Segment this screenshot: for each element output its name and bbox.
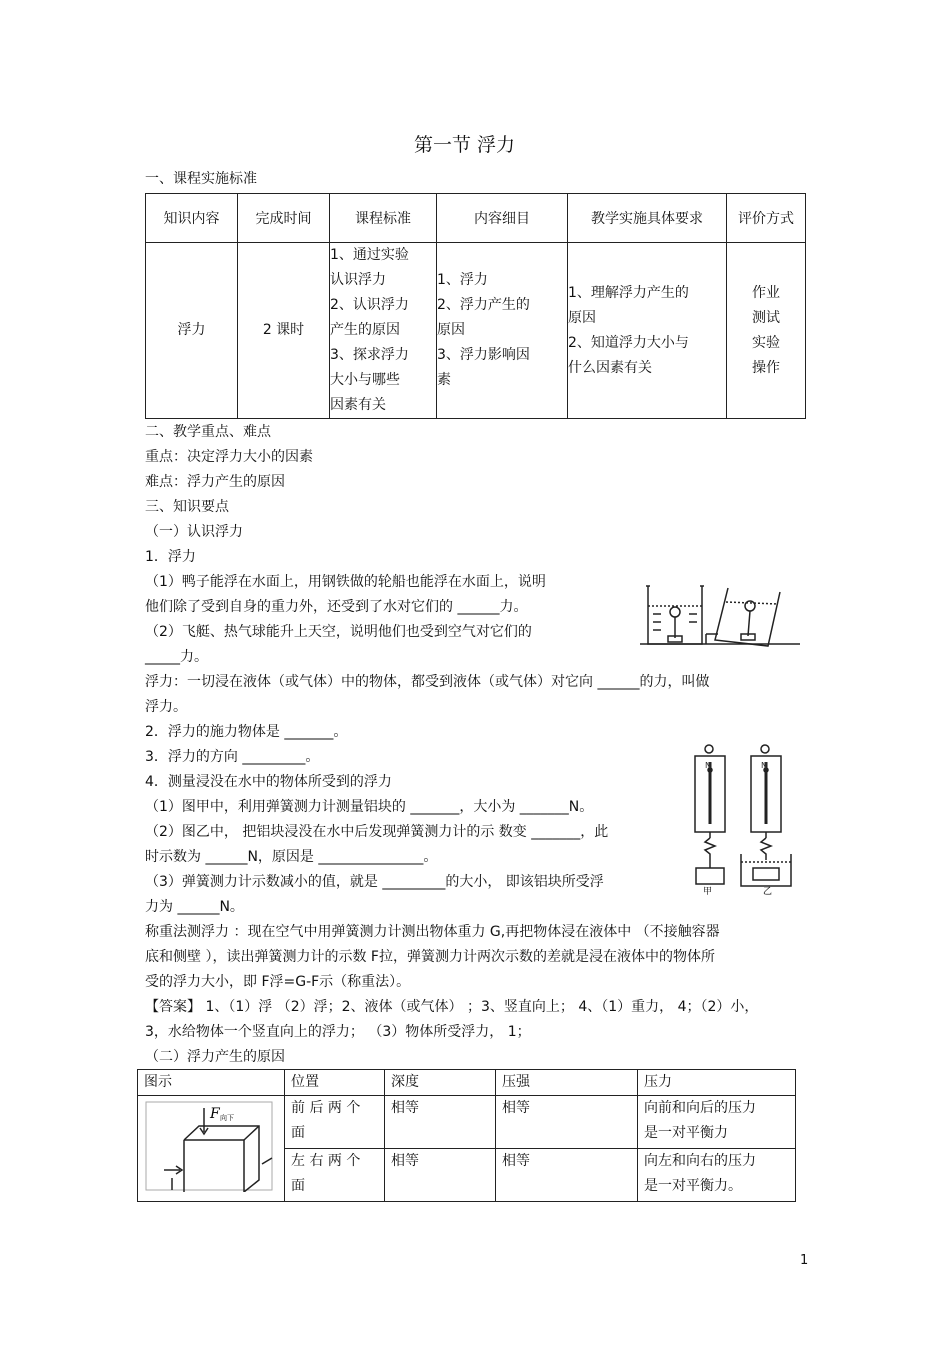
question-4-2-line1: （2）图乙中， 把铝块浸没在水中后发现弹簧测力计的示 数变 _______，此 xyxy=(145,824,609,840)
position-line: 面 xyxy=(291,1178,305,1194)
table2-depth: 相等 xyxy=(385,1149,496,1202)
force-line: 是一对平衡力 xyxy=(644,1125,728,1141)
question-4-3-line2: 力为 ______N。 xyxy=(145,899,244,915)
details-line: 1、浮力 xyxy=(437,272,488,288)
requirement-line: 2、知道浮力大小与 xyxy=(568,334,689,351)
standard-line: 3、探求浮力 xyxy=(330,347,409,363)
standard-line: 2、认识浮力 xyxy=(330,297,409,313)
table1-header: 评价方式 xyxy=(727,194,806,243)
standard-line: 因素有关 xyxy=(330,397,386,413)
table1-header: 内容细目 xyxy=(437,194,568,243)
balance-left-n-label: N xyxy=(705,761,711,770)
evaluation-line: 测试 xyxy=(752,309,780,326)
cube-force-sub-label: 向下 xyxy=(220,1114,234,1122)
section3-heading: 三、知识要点 xyxy=(145,499,229,515)
paragraph-2-line2: _____力。 xyxy=(145,649,208,665)
details-line: 原因 xyxy=(437,322,465,338)
section2-heading: 二、教学重点、难点 xyxy=(145,424,271,440)
table2-header: 压力 xyxy=(638,1070,796,1096)
table2-force xyxy=(638,1096,796,1149)
details-line: 2、浮力产生的 xyxy=(437,297,530,313)
question-4-1: （1）图甲中，利用弹簧测力计测量铝块的 _______，大小为 _______N。 xyxy=(145,799,594,815)
table1-time: 2 课时 xyxy=(238,243,330,419)
standard-line: 产生的原因 xyxy=(330,322,400,338)
page-number: 1 xyxy=(800,1253,809,1268)
answer-line1: 【答案】 1、（1）浮 （2）浮；2、液体（或气体） ；3、竖直向上； 4、（1）重力， 4；（2）小， xyxy=(145,999,759,1015)
curriculum-table xyxy=(145,193,806,419)
item1: 1．浮力 xyxy=(145,549,196,565)
table2-pressure: 相等 xyxy=(496,1149,638,1202)
standard-line: 大小与哪些 xyxy=(330,372,400,388)
sub1-heading: （一）认识浮力 xyxy=(145,524,243,540)
table1-header: 教学实施具体要求 xyxy=(568,194,727,243)
details-line: 3、浮力影响因 xyxy=(437,347,530,363)
force-line: 向前和向后的压力 xyxy=(644,1100,756,1116)
item4: 4．测量浸没在水中的物体所受到的浮力 xyxy=(145,774,392,790)
requirement-line: 原因 xyxy=(568,309,596,326)
answer-line2: 3，水给物体一个竖直向上的浮力； （3）物体所受浮力， 1； xyxy=(145,1024,531,1040)
requirement-line: 1、理解浮力产生的 xyxy=(568,284,689,301)
standard-line: 认识浮力 xyxy=(330,272,386,288)
paragraph-2-line1: （2）飞艇、热气球能升上天空，说明他们也受到空气对它们的 xyxy=(145,624,532,640)
pressure-table xyxy=(137,1069,796,1202)
table1-header: 课程标准 xyxy=(330,194,437,243)
weighing-method-line2: 底和侧壁 ），读出弹簧测力计的示数 F拉，弹簧测力计两次示数的差就是浸在液体中的物体所 xyxy=(145,949,715,965)
balance-left-label: 甲 xyxy=(703,887,713,895)
beakers-figure xyxy=(640,578,805,648)
force-line: 向左和向右的压力 xyxy=(644,1153,756,1169)
item2: 2．浮力的施力物体是 _______。 xyxy=(145,724,348,740)
table1-requirements xyxy=(568,243,727,419)
key-point: 重点：决定浮力大小的因素 xyxy=(145,449,313,465)
table1-details xyxy=(437,243,568,419)
table2-depth: 相等 xyxy=(385,1096,496,1149)
table2-header: 图示 xyxy=(138,1070,285,1096)
page-title: 第一节 浮力 xyxy=(414,134,516,156)
weighing-method-line1: 称重法测浮力 ：现在空气中用弹簧测力计测出物体重力 G,再把物体浸在液体中 （不接触容器 xyxy=(145,924,720,940)
evaluation-line: 操作 xyxy=(752,359,780,376)
position-line: 前 后 两 个 xyxy=(291,1100,361,1116)
table1-content: 浮力 xyxy=(146,243,238,419)
table1-header: 完成时间 xyxy=(238,194,330,243)
spring-balance-figure xyxy=(685,740,795,895)
item3: 3．浮力的方向 _________。 xyxy=(145,749,320,765)
standard-line: 1、通过实验 xyxy=(330,247,409,263)
table2-pressure: 相等 xyxy=(496,1096,638,1149)
evaluation-line: 实验 xyxy=(752,334,780,351)
section1-heading: 一、课程实施标准 xyxy=(145,171,257,187)
definition-line1: 浮力：一切浸在液体（或气体）中的物体，都受到液体（或气体）对它向 ______的力，叫做 xyxy=(145,674,710,690)
table2-position xyxy=(285,1096,385,1149)
table2-position xyxy=(285,1149,385,1202)
weighing-method-line3: 受的浮力大小，即 F浮=G-F示（称重法）。 xyxy=(145,974,411,990)
cube-figure xyxy=(144,1100,274,1192)
difficult-point: 难点：浮力产生的原因 xyxy=(145,474,285,490)
sub2-heading: （二）浮力产生的原因 xyxy=(145,1049,285,1065)
table1-evaluation xyxy=(727,243,806,419)
cube-force-label: F xyxy=(210,1106,220,1122)
definition-line2: 浮力。 xyxy=(145,699,187,715)
table2-header: 压强 xyxy=(496,1070,638,1096)
table2-header: 深度 xyxy=(385,1070,496,1096)
balance-right-label: 乙 xyxy=(763,887,773,895)
details-line: 素 xyxy=(437,372,451,388)
question-4-3-line1: （3）弹簧测力计示数减小的值，就是 _________的大小， 即该铝块所受浮 xyxy=(145,874,604,890)
position-line: 面 xyxy=(291,1125,305,1141)
paragraph-1-line1: （1）鸭子能浮在水面上，用钢铁做的轮船也能浮在水面上，说明 xyxy=(145,574,546,590)
force-line: 是一对平衡力。 xyxy=(644,1178,742,1194)
paragraph-1-line2: 他们除了受到自身的重力外，还受到了水对它们的 ______力。 xyxy=(145,599,528,615)
requirement-line: 什么因素有关 xyxy=(568,359,652,376)
cube-figure-cell xyxy=(138,1096,285,1202)
position-line: 左 右 两 个 xyxy=(291,1153,361,1169)
table1-header: 知识内容 xyxy=(146,194,238,243)
balance-right-n-label: N xyxy=(761,761,767,770)
evaluation-line: 作业 xyxy=(752,284,780,301)
table1-standard xyxy=(330,243,437,419)
table2-header: 位置 xyxy=(285,1070,385,1096)
question-4-2-line2: 时示数为 ______N，原因是 _______________。 xyxy=(145,849,438,865)
table2-force xyxy=(638,1149,796,1202)
